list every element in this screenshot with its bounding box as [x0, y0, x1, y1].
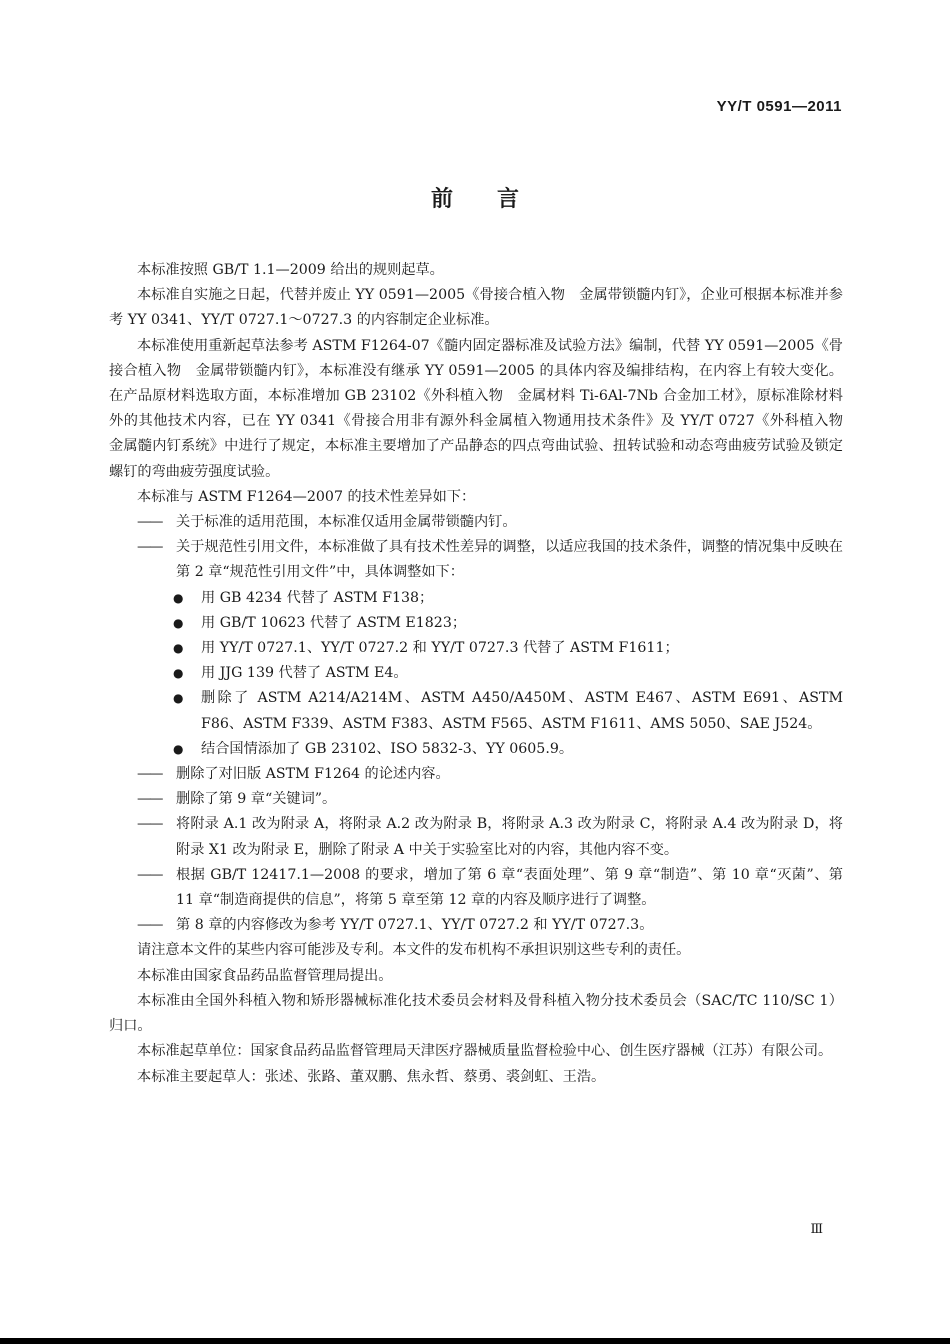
dash-list-item	[109, 863, 843, 913]
bullet-item	[109, 686, 843, 736]
dash-item-text: 将附录 A.1 改为附录 A，将附录 A.2 改为附录 B，将附录 A.3 改为附录 C，将附录 A.4 改为附录 D，将附录 X1 改为附录 E，删除了附录 A 中关于实验室比对的内容，其他内容不变。	[176, 816, 843, 858]
bullet-text: 用 YY/T 0727.1、YY/T 0727.2 和 YY/T 0727.3 代替了 ASTM F1611；	[201, 640, 679, 657]
dash-mark: ——	[137, 514, 162, 531]
paragraph: 本标准自实施之日起，代替并废止 YY 0591—2005《骨接合植入物 金属带锁髓内钉》，企业可根据本标准并参考 YY 0341、YY/T 0727.1～0727.3 的内容制定企业标准。	[109, 287, 843, 329]
dash-list-item	[109, 535, 843, 585]
dash-mark: ——	[137, 816, 162, 833]
bullet-item	[109, 661, 843, 686]
dash-list-item	[109, 510, 843, 535]
dash-mark: ——	[137, 917, 162, 934]
dash-item-text: 关于标准的适用范围，本标准仅适用金属带锁髓内钉。	[176, 514, 517, 531]
dash-item-text: 第 8 章的内容修改为参考 YY/T 0727.1、YY/T 0727.2 和 YY/T 0727.3。	[176, 917, 654, 934]
paragraph: 本标准由国家食品药品监督管理局提出。	[137, 967, 393, 984]
bullet-text: 用 JJG 139 代替了 ASTM E4。	[201, 665, 408, 682]
document-body	[109, 258, 858, 1090]
dash-item-text: 根据 GB/T 12417.1—2008 的要求，增加了第 6 章“表面处理”、第 9 章“制造”、第 10 章“灭菌”、第 11 章“制造商提供的信息”，将第 5 章至第 12 章的内容及顺序进行了调整。	[176, 866, 843, 909]
bullet-text: 用 GB/T 10623 代替了 ASTM E1823；	[201, 614, 467, 631]
dash-list-item	[109, 762, 843, 787]
paragraph: 本标准起草单位：国家食品药品监督管理局天津医疗器械质量监督检验中心、创生医疗器械（江苏）有限公司。	[137, 1043, 833, 1060]
bullet-icon: ●	[173, 615, 184, 630]
paragraph: 本标准按照 GB/T 1.1—2009 给出的规则起草。	[137, 262, 444, 278]
bullet-text: 用 GB 4234 代替了 ASTM F138；	[201, 589, 434, 606]
bullet-item	[109, 737, 843, 762]
paragraph: 请注意本文件的某些内容可能涉及专利。本文件的发布机构不承担识别这些专利的责任。	[137, 942, 691, 959]
dash-mark: ——	[137, 539, 162, 556]
bullet-icon: ●	[173, 691, 184, 706]
paragraph: 本标准主要起草人：张述、张路、董双鹏、焦永哲、蔡勇、裘剑虹、王浩。	[137, 1068, 606, 1085]
page-number: Ⅲ	[810, 1222, 823, 1237]
bullet-icon: ●	[173, 590, 184, 605]
bullet-icon: ●	[173, 666, 184, 681]
bullet-text: 结合国情添加了 GB 23102、ISO 5832-3、YY 0605.9。	[201, 740, 574, 757]
dash-item-text: 关于规范性引用文件，本标准做了具有技术性差异的调整，以适应我国的技术条件，调整的情况集中反映在第 2 章“规范性引用文件”中，具体调整如下：	[176, 539, 843, 581]
dash-mark: ——	[137, 791, 162, 808]
bullet-item	[109, 586, 843, 611]
standard-code: YY/T 0591—2011	[716, 98, 842, 115]
page-title: 前言	[430, 187, 563, 212]
paragraph: 本标准使用重新起草法参考 ASTM F1264-07《髓内固定器标准及试验方法》编制，代替 YY 0591—2005《骨接合植入物 金属带锁髓内钉》，本标准没有继承 YY 0591—2005 的具体内容及编排结构，在内容上有较大变化。在产品原材料选取方面，本标准增加 GB 23102《外科植入物 金属材料 Ti-6Al-7Nb 合金加工材》，原标准除材料外的其他技术内容，已在 YY 0341《骨接合用非有源外科金属植入物通用技术条件》及 YY/T 0727《外科植入物 金属髓内钉系统》中进行了规定，本标准主要增加了产品静态的四点弯曲试验、扭转试验和动态弯曲疲劳试验及锁定螺钉的弯曲疲劳强度试验。	[109, 337, 858, 480]
bullet-icon: ●	[173, 741, 184, 756]
dash-list-item	[109, 787, 843, 812]
bullet-icon: ●	[173, 641, 184, 656]
bullet-text: 删除了 ASTM A214/A214M、ASTM A450/A450M、ASTM E467、ASTM E691、ASTM F86、ASTM F339、ASTM F383、ASTM F565、ASTM F1611、AMS 5050、SAE J524。	[201, 690, 843, 732]
bullet-item	[109, 611, 843, 636]
dash-mark: ——	[137, 766, 162, 783]
paragraph: 本标准由全国外科植入物和矫形器械标准化技术委员会材料及骨科植入物分技术委员会（SAC/TC 110/SC 1）归口。	[109, 992, 843, 1035]
paragraph: 本标准与 ASTM F1264—2007 的技术性差异如下：	[137, 488, 476, 505]
dash-list-item	[109, 812, 843, 862]
dash-mark: ——	[137, 866, 162, 883]
bottom-border	[0, 1338, 950, 1344]
dash-item-text: 删除了第 9 章“关键词”。	[176, 791, 337, 808]
dash-list-item	[109, 913, 843, 938]
dash-item-text: 删除了对旧版 ASTM F1264 的论述内容。	[176, 766, 450, 783]
bullet-item	[109, 636, 843, 661]
